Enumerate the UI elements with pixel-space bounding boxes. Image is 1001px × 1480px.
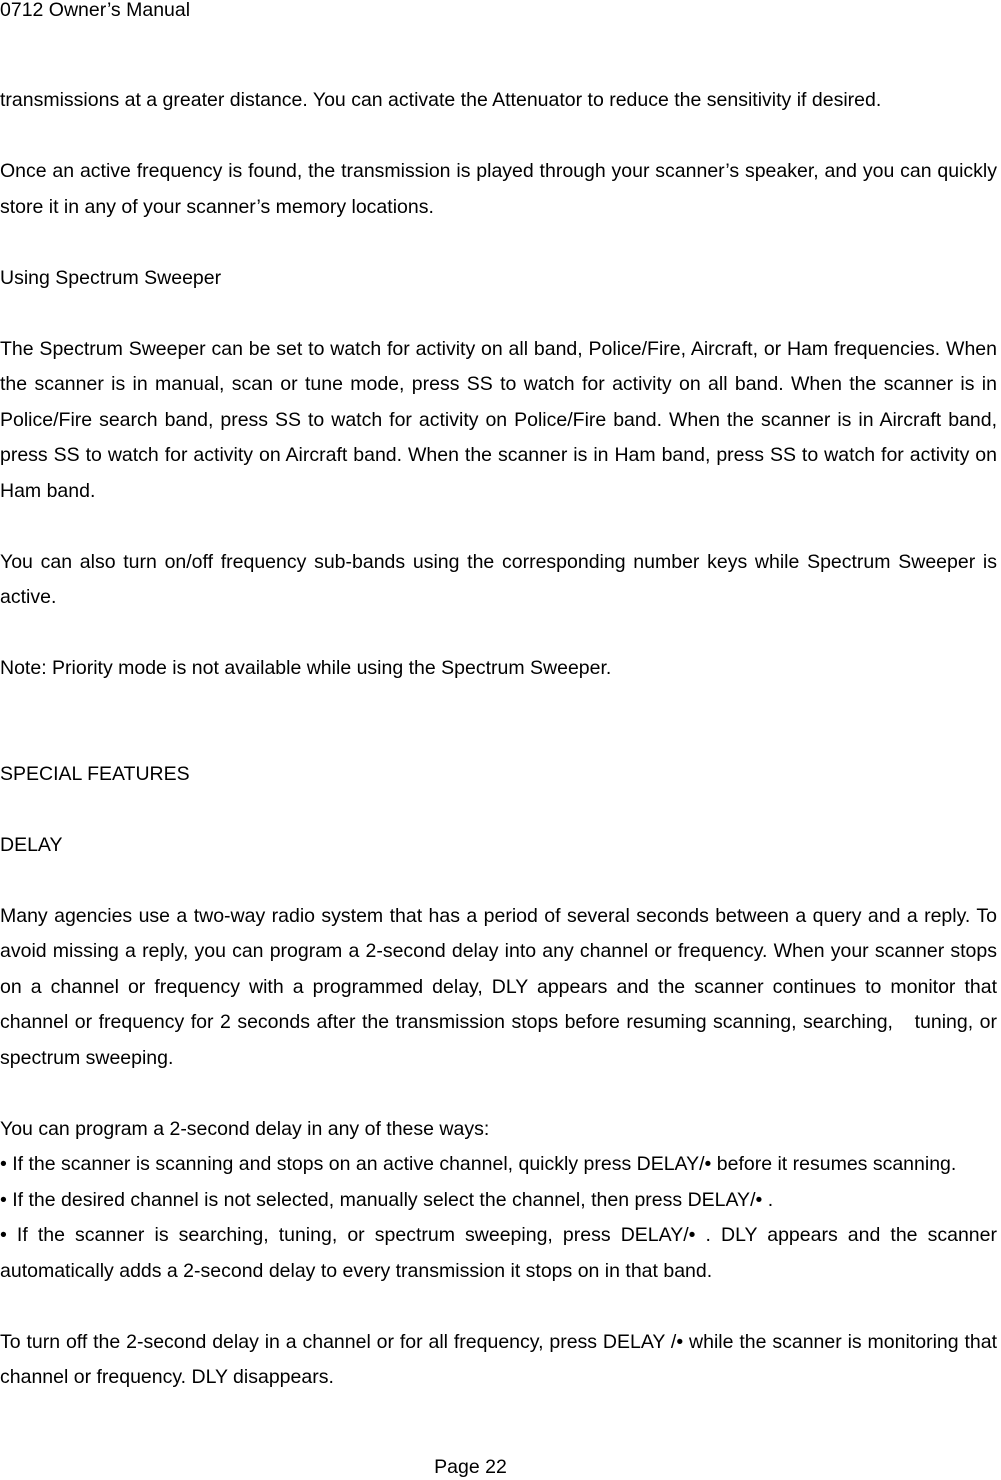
bullet-item-manual-select: • If the desired channel is not selected, manually select the channel, then press DELAY/• . bbox=[0, 1188, 774, 1211]
spacer bbox=[0, 616, 997, 652]
bullet-item-searching: • If the scanner is searching, tuning, or spectrum sweeping, press DELAY/• . DLY appears and the scanner automatically adds a 2-second delay to every transmission it stops on in that band. bbox=[0, 1224, 997, 1282]
spacer bbox=[0, 792, 997, 828]
paragraph-attenuator: transmissions at a greater distance. You can activate the Attenuator to reduce the sensitivity if desired. bbox=[0, 89, 882, 111]
running-header: 0712 Owner’s Manual bbox=[0, 0, 191, 21]
paragraph-spectrum-sweeper: The Spectrum Sweeper can be set to watch for activity on all band, Police/Fire, Aircraft, or Ham frequencies. When the scanner is in manual, scan or tune mode, press SS to watch for activity on all band. When the scanner is in Police/Fire search band, press SS to watch for activity on Police/Fire band. When the scanner is in Aircraft band, press SS to watch for activity on Aircraft band. When the scanner is in Ham band, press SS to watch for activity on Ham band. bbox=[0, 337, 997, 502]
paragraph-sub-bands: You can also turn on/off frequency sub-bands using the corresponding number keys while Spectrum Sweeper is active. bbox=[0, 550, 997, 608]
spacer bbox=[0, 296, 997, 332]
heading-special-features: SPECIAL FEATURES bbox=[0, 762, 190, 785]
page-number: Page 22 bbox=[434, 1456, 507, 1478]
note-priority-mode: Note: Priority mode is not available while using the Spectrum Sweeper. bbox=[0, 657, 612, 679]
page-body bbox=[0, 83, 997, 1396]
paragraph-turn-off-delay: To turn off the 2-second delay in a channel or for all frequency, press DELAY /• while the scanner is monitoring that channel or frequency. DLY disappears. bbox=[0, 1330, 997, 1388]
paragraph-active-frequency: Once an active frequency is found, the transmission is played through your scanner’s speaker, and you can quickly store it in any of your scanner’s memory locations. bbox=[0, 160, 997, 218]
spacer bbox=[0, 119, 997, 155]
bullet-item-scanning: • If the scanner is scanning and stops on an active channel, quickly press DELAY/• before it resumes scanning. bbox=[0, 1153, 957, 1175]
paragraph-delay-ways-intro: You can program a 2-second delay in any of these ways: bbox=[0, 1117, 490, 1140]
spacer bbox=[0, 863, 997, 899]
spacer bbox=[0, 1289, 997, 1325]
spacer bbox=[0, 509, 997, 545]
heading-using-spectrum-sweeper: Using Spectrum Sweeper bbox=[0, 266, 222, 289]
heading-delay: DELAY bbox=[0, 833, 63, 856]
spacer bbox=[0, 687, 997, 757]
spacer bbox=[0, 1076, 997, 1112]
paragraph-delay-description: Many agencies use a two-way radio system that has a period of several seconds between a query and a reply. To avoid missing a reply, you can program a 2-second delay into any channel or frequency. When your scanner stops on a channel or frequency with a programmed delay, DLY appears and the scanner continues to monitor that channel or frequency for 2 seconds after the transmission stops before resuming scanning, searching, tuning, or spectrum sweeping. bbox=[0, 904, 997, 1069]
spacer bbox=[0, 225, 997, 261]
